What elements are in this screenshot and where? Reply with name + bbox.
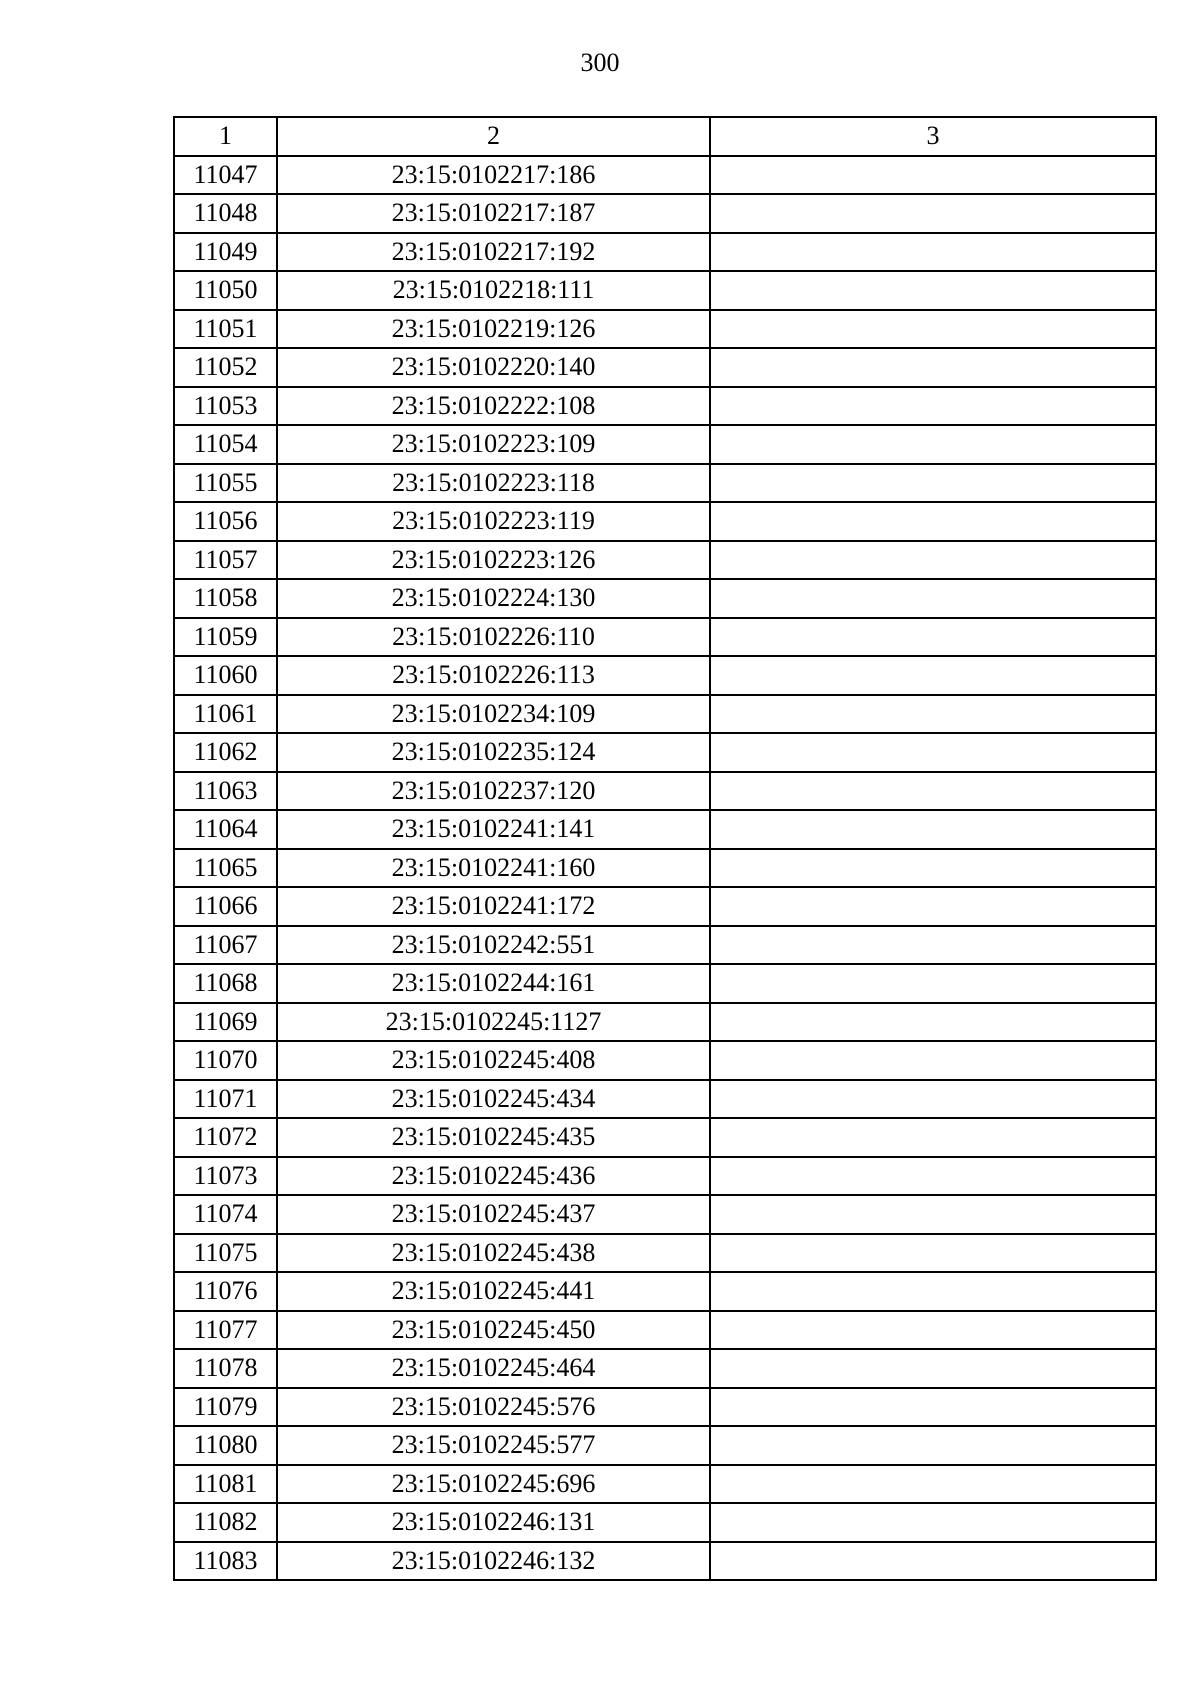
table-row <box>174 1157 1156 1196</box>
column-header-3: 3 <box>710 117 1156 156</box>
notes-cell <box>710 810 1156 849</box>
cadastral-number-cell: 23:15:0102223:118 <box>277 464 710 503</box>
notes-cell <box>710 1157 1156 1196</box>
cadastral-number-cell: 23:15:0102245:438 <box>277 1234 710 1273</box>
table-row <box>174 733 1156 772</box>
table-row <box>174 502 1156 541</box>
cadastral-number-cell: 23:15:0102223:119 <box>277 502 710 541</box>
table-row <box>174 618 1156 657</box>
row-number-cell: 11052 <box>174 348 277 387</box>
row-number-cell: 11073 <box>174 1157 277 1196</box>
cadastral-number-cell: 23:15:0102245:576 <box>277 1388 710 1427</box>
notes-cell <box>710 1503 1156 1542</box>
notes-cell <box>710 1234 1156 1273</box>
notes-cell <box>710 1080 1156 1119</box>
cadastral-number-cell: 23:15:0102218:111 <box>277 271 710 310</box>
cadastral-number-cell: 23:15:0102222:108 <box>277 387 710 426</box>
table-row <box>174 156 1156 195</box>
table-row <box>174 310 1156 349</box>
cadastral-number-cell: 23:15:0102217:187 <box>277 194 710 233</box>
table-header-row <box>174 117 1156 156</box>
table-row <box>174 1426 1156 1465</box>
row-number-cell: 11071 <box>174 1080 277 1119</box>
cadastral-number-cell: 23:15:0102234:109 <box>277 695 710 734</box>
row-number-cell: 11049 <box>174 233 277 272</box>
row-number-cell: 11064 <box>174 810 277 849</box>
notes-cell <box>710 541 1156 580</box>
notes-cell <box>710 1426 1156 1465</box>
row-number-cell: 11082 <box>174 1503 277 1542</box>
table-row <box>174 1503 1156 1542</box>
notes-cell <box>710 695 1156 734</box>
cadastral-number-cell: 23:15:0102217:186 <box>277 156 710 195</box>
table-row <box>174 849 1156 888</box>
table-row <box>174 772 1156 811</box>
table-row <box>174 1041 1156 1080</box>
table-body <box>174 156 1156 1581</box>
row-number-cell: 11065 <box>174 849 277 888</box>
row-number-cell: 11069 <box>174 1003 277 1042</box>
data-table <box>173 116 1157 1581</box>
table-row <box>174 1542 1156 1581</box>
cadastral-number-cell: 23:15:0102245:696 <box>277 1465 710 1504</box>
row-number-cell: 11078 <box>174 1349 277 1388</box>
notes-cell <box>710 271 1156 310</box>
table-row <box>174 1195 1156 1234</box>
notes-cell <box>710 1195 1156 1234</box>
notes-cell <box>710 1311 1156 1350</box>
row-number-cell: 11075 <box>174 1234 277 1273</box>
notes-cell <box>710 1349 1156 1388</box>
notes-cell <box>710 310 1156 349</box>
cadastral-number-cell: 23:15:0102245:577 <box>277 1426 710 1465</box>
table-row <box>174 194 1156 233</box>
cadastral-number-cell: 23:15:0102223:126 <box>277 541 710 580</box>
row-number-cell: 11066 <box>174 887 277 926</box>
cadastral-number-cell: 23:15:0102237:120 <box>277 772 710 811</box>
row-number-cell: 11077 <box>174 1311 277 1350</box>
table-row <box>174 1311 1156 1350</box>
notes-cell <box>710 1388 1156 1427</box>
cadastral-number-cell: 23:15:0102226:110 <box>277 618 710 657</box>
notes-cell <box>710 348 1156 387</box>
notes-cell <box>710 772 1156 811</box>
row-number-cell: 11051 <box>174 310 277 349</box>
row-number-cell: 11057 <box>174 541 277 580</box>
notes-cell <box>710 926 1156 965</box>
cadastral-number-cell: 23:15:0102217:192 <box>277 233 710 272</box>
table-row <box>174 579 1156 618</box>
row-number-cell: 11068 <box>174 964 277 1003</box>
row-number-cell: 11058 <box>174 579 277 618</box>
cadastral-number-cell: 23:15:0102241:172 <box>277 887 710 926</box>
cadastral-number-cell: 23:15:0102245:434 <box>277 1080 710 1119</box>
notes-cell <box>710 194 1156 233</box>
table-row <box>174 541 1156 580</box>
table-row <box>174 695 1156 734</box>
table-row <box>174 656 1156 695</box>
cadastral-number-cell: 23:15:0102245:435 <box>277 1118 710 1157</box>
cadastral-number-cell: 23:15:0102245:408 <box>277 1041 710 1080</box>
table-row <box>174 1118 1156 1157</box>
notes-cell <box>710 233 1156 272</box>
table-row <box>174 1388 1156 1427</box>
table-row <box>174 1080 1156 1119</box>
table-row <box>174 926 1156 965</box>
row-number-cell: 11053 <box>174 387 277 426</box>
row-number-cell: 11059 <box>174 618 277 657</box>
row-number-cell: 11072 <box>174 1118 277 1157</box>
cadastral-number-cell: 23:15:0102242:551 <box>277 926 710 965</box>
row-number-cell: 11062 <box>174 733 277 772</box>
table-row <box>174 233 1156 272</box>
row-number-cell: 11056 <box>174 502 277 541</box>
row-number-cell: 11083 <box>174 1542 277 1581</box>
cadastral-number-cell: 23:15:0102223:109 <box>277 425 710 464</box>
cadastral-number-cell: 23:15:0102246:132 <box>277 1542 710 1581</box>
row-number-cell: 11048 <box>174 194 277 233</box>
cadastral-number-cell: 23:15:0102245:450 <box>277 1311 710 1350</box>
cadastral-number-cell: 23:15:0102245:441 <box>277 1272 710 1311</box>
notes-cell <box>710 618 1156 657</box>
table-row <box>174 1272 1156 1311</box>
notes-cell <box>710 156 1156 195</box>
notes-cell <box>710 1118 1156 1157</box>
notes-cell <box>710 464 1156 503</box>
row-number-cell: 11063 <box>174 772 277 811</box>
table-row <box>174 425 1156 464</box>
notes-cell <box>710 887 1156 926</box>
notes-cell <box>710 425 1156 464</box>
notes-cell <box>710 964 1156 1003</box>
row-number-cell: 11047 <box>174 156 277 195</box>
row-number-cell: 11079 <box>174 1388 277 1427</box>
cadastral-number-cell: 23:15:0102235:124 <box>277 733 710 772</box>
notes-cell <box>710 656 1156 695</box>
table-row <box>174 1234 1156 1273</box>
row-number-cell: 11074 <box>174 1195 277 1234</box>
row-number-cell: 11081 <box>174 1465 277 1504</box>
row-number-cell: 11080 <box>174 1426 277 1465</box>
row-number-cell: 11060 <box>174 656 277 695</box>
table-row <box>174 1003 1156 1042</box>
notes-cell <box>710 502 1156 541</box>
row-number-cell: 11061 <box>174 695 277 734</box>
cadastral-number-cell: 23:15:0102246:131 <box>277 1503 710 1542</box>
notes-cell <box>710 579 1156 618</box>
notes-cell <box>710 733 1156 772</box>
notes-cell <box>710 1041 1156 1080</box>
notes-cell <box>710 387 1156 426</box>
notes-cell <box>710 1272 1156 1311</box>
notes-cell <box>710 1003 1156 1042</box>
table-row <box>174 387 1156 426</box>
cadastral-number-cell: 23:15:0102244:161 <box>277 964 710 1003</box>
table-row <box>174 887 1156 926</box>
notes-cell <box>710 1465 1156 1504</box>
cadastral-number-cell: 23:15:0102226:113 <box>277 656 710 695</box>
column-header-2: 2 <box>277 117 710 156</box>
cadastral-number-cell: 23:15:0102245:437 <box>277 1195 710 1234</box>
row-number-cell: 11076 <box>174 1272 277 1311</box>
row-number-cell: 11067 <box>174 926 277 965</box>
table-row <box>174 348 1156 387</box>
row-number-cell: 11055 <box>174 464 277 503</box>
table-row <box>174 1465 1156 1504</box>
cadastral-number-cell: 23:15:0102224:130 <box>277 579 710 618</box>
cadastral-number-cell: 23:15:0102245:464 <box>277 1349 710 1388</box>
row-number-cell: 11070 <box>174 1041 277 1080</box>
table-row <box>174 810 1156 849</box>
cadastral-number-cell: 23:15:0102241:141 <box>277 810 710 849</box>
table-row <box>174 464 1156 503</box>
notes-cell <box>710 849 1156 888</box>
cadastral-number-cell: 23:15:0102245:436 <box>277 1157 710 1196</box>
cadastral-number-cell: 23:15:0102241:160 <box>277 849 710 888</box>
notes-cell <box>710 1542 1156 1581</box>
table-row <box>174 271 1156 310</box>
row-number-cell: 11054 <box>174 425 277 464</box>
row-number-cell: 11050 <box>174 271 277 310</box>
table-row <box>174 1349 1156 1388</box>
cadastral-number-cell: 23:15:0102219:126 <box>277 310 710 349</box>
cadastral-number-cell: 23:15:0102245:1127 <box>277 1003 710 1042</box>
cadastral-number-cell: 23:15:0102220:140 <box>277 348 710 387</box>
column-header-1: 1 <box>174 117 277 156</box>
page-number: 300 <box>580 48 620 77</box>
table-row <box>174 964 1156 1003</box>
